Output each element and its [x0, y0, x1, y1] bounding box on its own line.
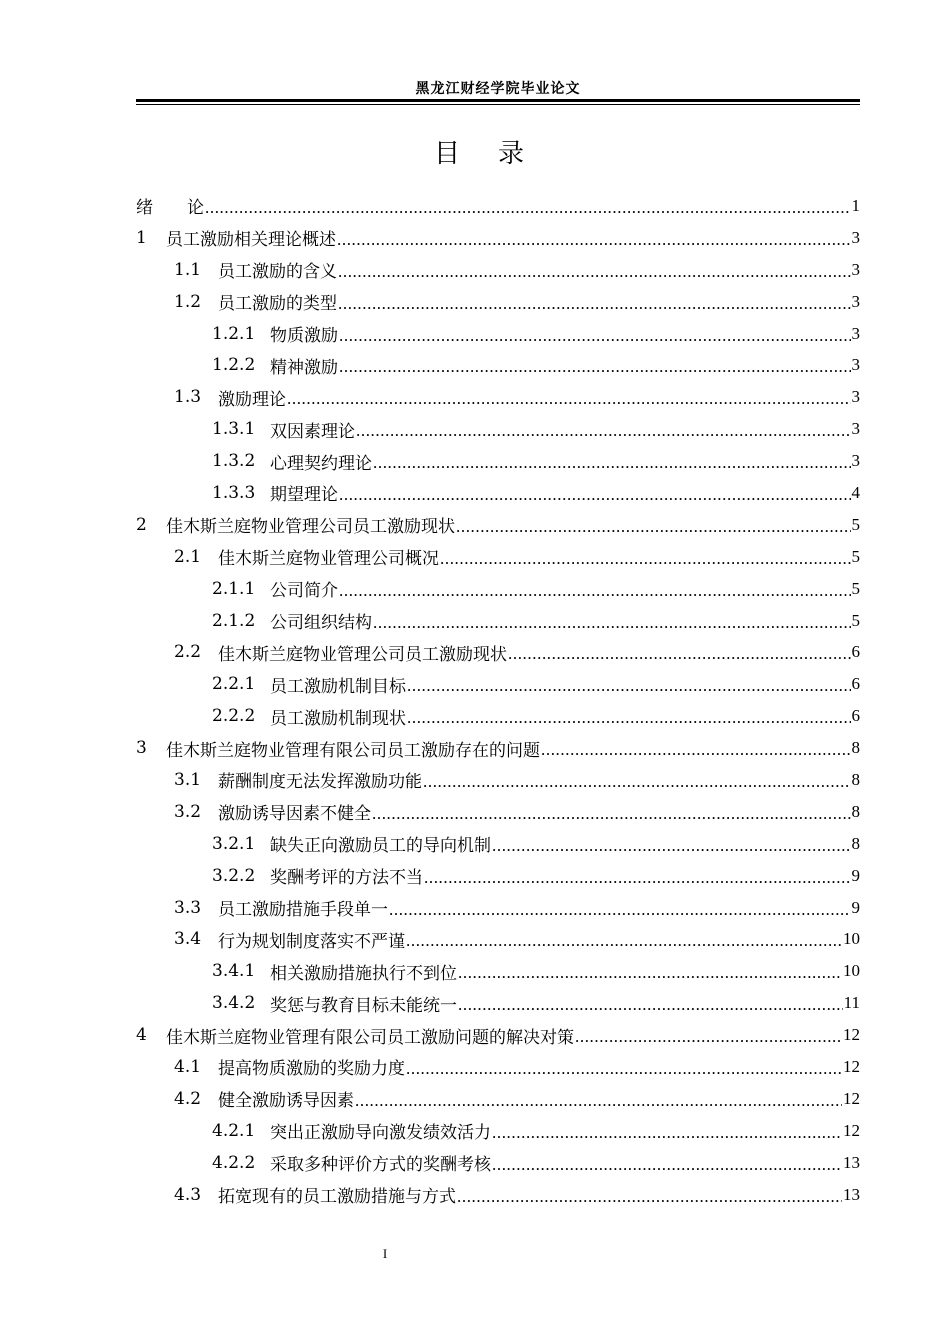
toc-entry-number: 1.2	[174, 291, 202, 312]
toc-entry[interactable]	[136, 477, 860, 509]
toc-entry[interactable]	[136, 190, 860, 222]
toc-dot-leader	[373, 613, 851, 633]
toc-entry-number: 2.1.1	[212, 578, 256, 599]
toc-entry[interactable]	[136, 955, 860, 987]
toc-entry[interactable]	[136, 636, 860, 668]
toc-entry-number: 3.2.1	[212, 833, 256, 854]
toc-entry[interactable]	[136, 923, 860, 955]
toc-entry-page: 5	[851, 610, 860, 630]
toc-entry-page: 3	[851, 355, 860, 375]
toc-entry-number: 3.4.2	[212, 993, 256, 1014]
toc-dot-leader	[338, 262, 851, 282]
toc-entry[interactable]	[136, 445, 860, 477]
toc-entry-number: 4	[136, 1025, 147, 1046]
toc-entry-page: 12	[843, 1088, 860, 1108]
toc-dot-leader	[575, 1027, 842, 1047]
toc-entry[interactable]	[136, 732, 860, 764]
toc-dot-leader	[287, 389, 851, 409]
toc-dot-leader	[457, 1187, 842, 1207]
toc-entry-title: 激励理论	[218, 389, 286, 410]
toc-dot-leader	[372, 804, 851, 824]
toc-dot-leader	[492, 1123, 842, 1143]
toc-entry-title: 员工激励机制目标	[270, 676, 406, 697]
toc-entry-page: 5	[851, 578, 860, 598]
toc-entry-title: 员工激励的类型	[218, 294, 337, 315]
toc-entry[interactable]	[136, 509, 860, 541]
toc-entry[interactable]	[136, 764, 860, 796]
toc-entry-number: 4.2.2	[212, 1152, 256, 1173]
toc-entry-number: 3.2.2	[212, 865, 256, 886]
toc-entry-title: 相关激励措施执行不到位	[270, 963, 457, 984]
toc-entry[interactable]	[136, 222, 860, 254]
toc-entry-title: 期望理论	[270, 485, 338, 506]
toc-dot-leader	[355, 1091, 842, 1111]
toc-entry-page: 3	[851, 323, 860, 343]
toc-dot-leader	[373, 453, 851, 473]
toc-entry-page: 6	[851, 674, 860, 694]
toc-entry-page: 3	[851, 291, 860, 311]
toc-entry-number: 2	[136, 514, 147, 535]
toc-entry-number: 2.2.2	[212, 706, 256, 727]
toc-dot-leader	[456, 517, 851, 537]
toc-dot-leader	[407, 676, 851, 696]
toc-entry-title: 员工激励的含义	[218, 262, 337, 283]
toc-entry-title: 精神激励	[270, 357, 338, 378]
toc-dot-leader	[389, 900, 851, 920]
toc-entry-number: 3	[136, 738, 147, 759]
toc-entry[interactable]	[136, 541, 860, 573]
toc-dot-leader	[339, 326, 851, 346]
toc-entry-title: 采取多种评价方式的奖酬考核	[270, 1155, 491, 1176]
toc-entry-page: 3	[851, 451, 860, 471]
toc-entry-page: 13	[843, 1184, 860, 1204]
toc-entry-page: 3	[851, 387, 860, 407]
toc-entry-page: 12	[843, 1025, 860, 1045]
toc-entry-page: 6	[851, 706, 860, 726]
toc-entry-title: 行为规划制度落实不严谨	[218, 931, 405, 952]
toc-entry-number: 1	[136, 227, 147, 248]
toc-entry-title: 物质激励	[270, 326, 338, 346]
toc-entry-title: 提高物质激励的奖励力度	[218, 1059, 405, 1080]
toc-entry-page: 8	[851, 769, 860, 789]
toc-entry-page: 10	[843, 961, 860, 981]
toc-entry-page: 10	[843, 929, 860, 949]
toc-entry-page: 8	[851, 738, 860, 758]
toc-entry[interactable]	[136, 668, 860, 700]
toc-entry-number: 2.1	[174, 546, 202, 567]
toc-entry-page: 3	[851, 227, 860, 247]
toc-entry-number: 1.1	[174, 259, 202, 280]
toc-entry-number: 1.3.1	[212, 419, 256, 440]
toc-entry[interactable]	[136, 254, 860, 286]
toc-entry-title: 佳木斯兰庭物业管理公司概况	[218, 549, 439, 570]
toc-dot-leader	[458, 963, 842, 983]
toc-entry-number: 3.2	[174, 801, 202, 822]
toc-entry-title: 员工激励措施手段单一	[218, 900, 388, 921]
toc-dot-leader	[458, 995, 843, 1015]
toc-entry-page: 11	[843, 993, 860, 1013]
toc-entry-page: 9	[851, 865, 860, 885]
running-header: 黑龙江财经学院毕业论文	[415, 81, 581, 97]
toc-entry-title: 佳木斯兰庭物业管理有限公司员工激励存在的问题	[166, 740, 540, 761]
toc-dot-leader	[424, 868, 851, 888]
toc-entry-page: 5	[851, 514, 860, 534]
toc-entry-page: 3	[851, 259, 860, 279]
toc-dot-leader	[338, 294, 851, 314]
toc-dot-leader	[337, 230, 851, 250]
toc-entry-page: 1	[851, 195, 860, 215]
toc-entry-title: 佳木斯兰庭物业管理公司员工激励现状	[218, 644, 507, 665]
toc-entry-page: 6	[851, 642, 860, 662]
toc-entry-number: 3.3	[174, 897, 202, 918]
toc-entry-title: 佳木斯兰庭物业管理有限公司员工激励问题的解决对策	[166, 1027, 574, 1048]
toc-entry[interactable]	[136, 1179, 860, 1211]
toc-dot-leader	[541, 740, 851, 760]
toc-entry-title: 佳木斯兰庭物业管理公司员工激励现状	[166, 517, 455, 538]
toc-entry-number: 4.3	[174, 1184, 202, 1205]
toc-entry-page: 13	[843, 1152, 860, 1172]
toc-entry[interactable]	[136, 1019, 860, 1051]
toc-entry-page: 12	[843, 1120, 860, 1140]
toc-dot-leader	[406, 931, 842, 951]
toc-entry[interactable]	[136, 1147, 860, 1179]
toc-entry[interactable]	[136, 605, 860, 637]
toc-dot-leader	[440, 549, 851, 569]
toc-dot-leader	[356, 421, 851, 441]
toc-entry-title: 员工激励相关理论概述	[166, 230, 336, 251]
toc-dot-leader	[407, 708, 851, 728]
toc-dot-leader	[339, 581, 851, 601]
toc-entry[interactable]	[136, 1051, 860, 1083]
toc-entry[interactable]	[136, 860, 860, 892]
toc-entry-page: 9	[851, 897, 860, 917]
toc-dot-leader	[339, 357, 851, 377]
toc-entry-title: 缺失正向激励员工的导向机制	[270, 836, 491, 857]
toc-dot-leader	[406, 1059, 842, 1079]
toc-entry-page: 12	[843, 1056, 860, 1076]
toc-entry-title: 拓宽现有的员工激励措施与方式	[218, 1187, 456, 1208]
toc-entry-title: 公司组织结构	[270, 613, 372, 634]
toc-entry-number: 2.1.2	[212, 610, 256, 631]
toc-dot-leader	[205, 198, 851, 218]
header-rule-thick	[136, 99, 860, 102]
toc-entry-page: 8	[851, 833, 860, 853]
page-title: 目录	[433, 139, 562, 169]
toc-entry-number: 4.2	[174, 1088, 202, 1109]
toc-entry[interactable]	[136, 349, 860, 381]
toc-entry[interactable]	[136, 1083, 860, 1115]
toc-entry[interactable]	[136, 828, 860, 860]
toc-dot-leader	[339, 485, 851, 505]
toc-entry-title: 员工激励机制现状	[270, 708, 406, 729]
toc-entry-number: 2.2.1	[212, 674, 256, 695]
table-of-contents	[136, 190, 860, 1211]
toc-entry-page: 4	[851, 482, 860, 502]
toc-entry-title: 双因素理论	[270, 421, 355, 442]
toc-entry-number: 4.1	[174, 1056, 202, 1077]
toc-entry[interactable]	[136, 1115, 860, 1147]
toc-entry-number: 1.2.1	[212, 323, 256, 344]
toc-entry[interactable]	[136, 700, 860, 732]
toc-dot-leader	[492, 1155, 842, 1175]
toc-entry-title: 薪酬制度无法发挥激励功能	[218, 772, 422, 793]
toc-entry-title: 奖酬考评的方法不当	[270, 868, 423, 889]
toc-entry[interactable]	[136, 286, 860, 318]
toc-entry-number: 4.2.1	[212, 1120, 256, 1141]
toc-entry-number: 1.3.3	[212, 482, 256, 503]
toc-dot-leader	[492, 836, 851, 856]
toc-entry[interactable]	[136, 318, 860, 350]
page-number: I	[382, 1246, 388, 1261]
toc-entry-number: 2.2	[174, 642, 202, 663]
toc-entry-page: 8	[851, 801, 860, 821]
toc-entry-page: 5	[851, 546, 860, 566]
toc-entry-title: 奖惩与教育目标未能统一	[270, 995, 457, 1016]
toc-dot-leader	[423, 772, 851, 792]
toc-entry-title: 突出正激励导向激发绩效活力	[270, 1123, 491, 1144]
toc-entry[interactable]	[136, 892, 860, 924]
toc-entry-number: 1.3	[174, 387, 202, 408]
toc-entry-number: 1.2.2	[212, 355, 256, 376]
header-rule-thin	[136, 104, 860, 105]
toc-dot-leader	[508, 644, 851, 664]
toc-entry-number: 3.1	[174, 769, 202, 790]
toc-entry[interactable]	[136, 987, 860, 1019]
toc-entry-title: 心理契约理论	[270, 453, 372, 474]
toc-entry-title: 健全激励诱导因素	[218, 1091, 354, 1112]
toc-entry-number: 1.3.2	[212, 451, 256, 472]
toc-entry[interactable]	[136, 413, 860, 445]
toc-entry-page: 3	[851, 419, 860, 439]
toc-entry[interactable]	[136, 381, 860, 413]
toc-entry-number: 3.4.1	[212, 961, 256, 982]
toc-entry[interactable]	[136, 796, 860, 828]
toc-entry-title: 公司简介	[270, 581, 338, 602]
toc-entry-title: 激励诱导因素不健全	[218, 804, 371, 825]
toc-entry[interactable]	[136, 573, 860, 605]
toc-entry-title: 绪 论	[136, 198, 204, 219]
toc-entry-number: 3.4	[174, 929, 202, 950]
